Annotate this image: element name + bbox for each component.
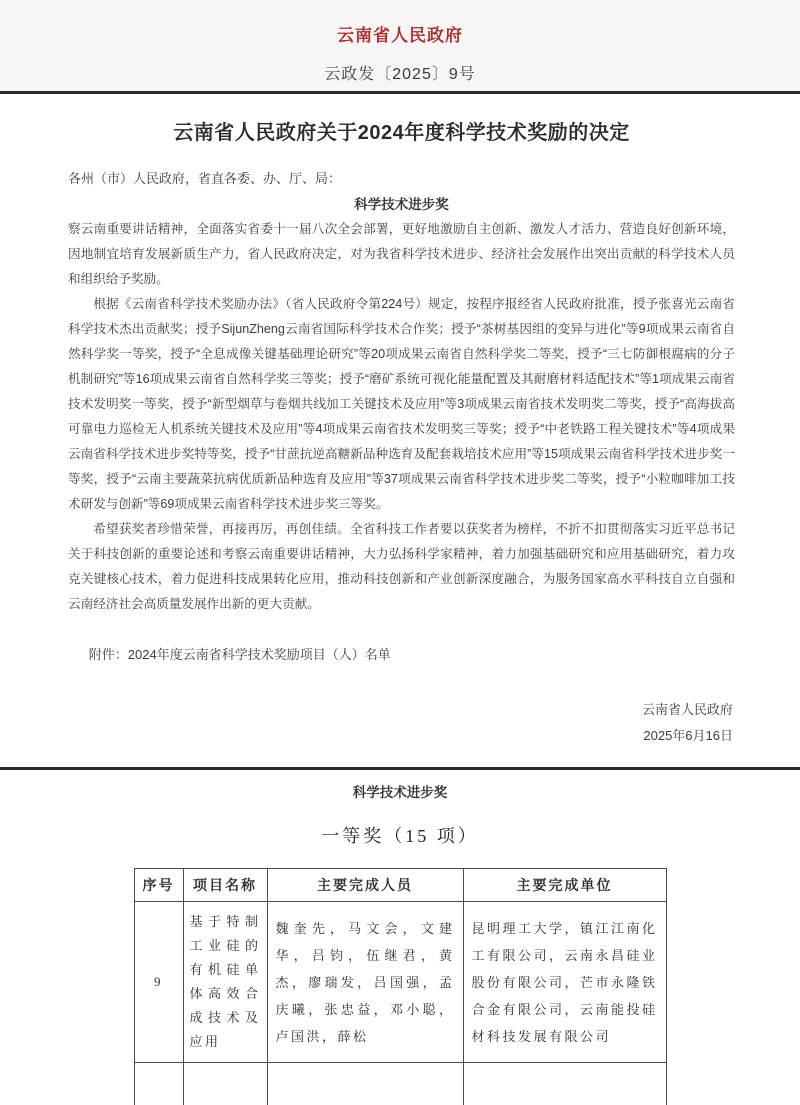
awards-grade-heading: 一等奖（15 项）	[321, 826, 479, 846]
row-contributors: 魏奎先，马文会，文建华，吕钧，伍继君，黄杰，廖瑞发，吕国强，孟庆曦，张忠益，邓小聪，卢国洪，薛松	[267, 902, 463, 1063]
salutation: 各州（市）人民政府，省直各委、办、厅、局：	[68, 171, 342, 186]
letterhead	[0, 0, 800, 91]
column-header-organizations: 主要完成单位	[463, 869, 666, 902]
signature-block	[68, 697, 735, 749]
row-organizations: 昆明理工大学，镇江江南化工有限公司，云南永昌硅业股份有限公司，芒市永隆铁合金有限公司，云南能投硅材科技发展有限公司	[463, 902, 666, 1063]
column-header-seq: 序号	[134, 869, 183, 902]
row-seq: 9	[134, 902, 183, 1063]
government-title: 云南省人民政府	[337, 26, 463, 45]
awards-list-card	[0, 770, 800, 1105]
signature-issuer: 云南省人民政府	[641, 702, 733, 717]
signature-date: 2025年6月16日	[643, 728, 733, 743]
decision-document-card	[0, 91, 800, 770]
attachment-line: 附件：2024年度云南省科学技术奖励项目（人）名单	[88, 647, 391, 662]
paragraph-1: 察云南重要讲话精神，全面落实省委十一届八次全会部署，更好地激励自主创新、激发人才活力、营造良好创新环境，因地制宜培育发展新质生产力，省人民政府决定，对为我省科学技术进步、经济社会发展作出突出贡献的科学技术人员和组织给予奖励。	[68, 222, 735, 286]
section-heading: 科学技术进步奖	[354, 197, 449, 212]
document-title: 云南省人民政府关于2024年度科学技术奖励的决定	[173, 122, 630, 144]
paragraph-2: 根据《云南省科学技术奖励办法》（省人民政府令第224号）规定，按程序报经省人民政府批准，授予张喜光云南省科学技术杰出贡献奖；授予SijunZheng云南省国际科学技术合作奖；授予“茶树基因组的变异与进化”等9项成果云南省自然科学奖一等奖，授予“全息成像关键基础理论研究”等20项成果云南省自然科学奖二等奖，授予“三七防御根腐病的分子机制研究”等16项成果云南省自然科学奖三等奖；授予“磨矿系统可视化能量配置及其耐磨材料适配技术”等1项成果云南省技术发明奖一等奖，授予“新型烟草与卷烟共线加工关键技术及应用”等3项成果云南省技术发明奖二等奖，授予“高海拔高可靠电力巡检无人机系统关键技术及应用”等4项成果云南省技术发明奖三等奖；授予“中老铁路工程关键技术”等4项成果云南省科学技术进步奖特等奖，授予“甘蔗抗逆高糖新品种选育及配套栽培技术应用”等15项成果云南省科学技术进步奖一等奖，授予“云南主要蔬菜抗病优质新品种选育及应用”等37项成果云南省科学技术进步奖二等奖，授予“小粒咖啡加工技术研发与创新”等69项成果云南省科学技术进步奖三等奖。	[68, 297, 735, 511]
table-row	[134, 902, 666, 1063]
column-header-project: 项目名称	[183, 869, 267, 902]
paragraph-3: 希望获奖者珍惜荣誉，再接再厉，再创佳绩。全省科技工作者要以获奖者为榜样，不折不扣贯彻落实习近平总书记关于科技创新的重要论述和考察云南重要讲话精神，大力弘扬科学家精神，着力加强基础研究和应用基础研究，着力攻克关键核心技术，着力促进科技成果转化应用，推动科技创新和产业创新深度融合，为服务国家高水平科技自立自强和云南经济社会高质量发展作出新的更大贡献。	[68, 522, 735, 611]
document-number: 云政发〔2025〕9号	[324, 66, 476, 83]
row-project-name: 基于特制工业硅的有机硅单体高效合成技术及应用	[183, 902, 267, 1063]
awards-category-heading: 科学技术进步奖	[352, 785, 448, 800]
table-row-partial	[134, 1063, 666, 1105]
column-header-contributors: 主要完成人员	[267, 869, 463, 902]
awards-table	[134, 868, 667, 1105]
awards-table-header-row	[134, 869, 666, 902]
